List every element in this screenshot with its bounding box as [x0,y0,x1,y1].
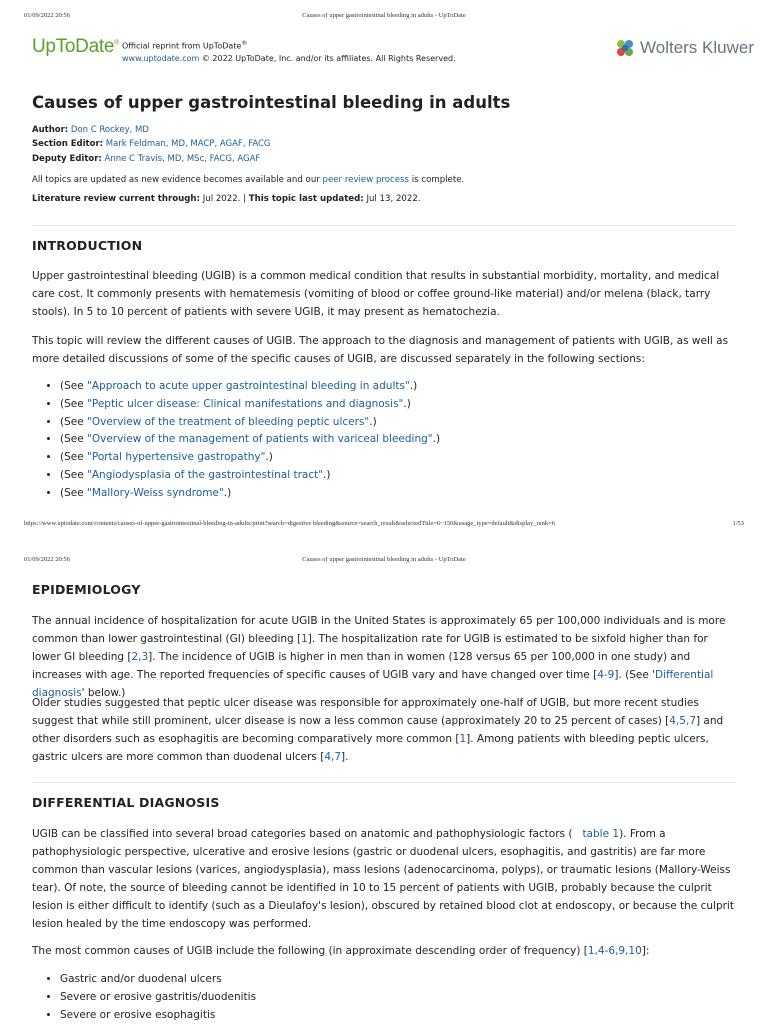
text: ]. The hospitalization rate for UGIB is estimated to be sixfold higher than for lower GI bleeding [ [32,633,708,663]
site-link[interactable]: www.uptodate.com [122,53,200,63]
print-header-page-2 [24,556,744,568]
wolters-kluwer-icon [614,37,636,59]
see-prefix: (See [60,380,88,392]
see-link-treatment-ulcers[interactable]: "Overview of the treatment of bleeding peptic ulcers" [87,415,370,428]
text: ]. (See ' [614,669,656,681]
see-suffix: .) [369,415,377,428]
reprint-notice [122,38,456,65]
reprint-label: Official reprint from UpToDate [122,41,242,51]
author-label: Author: [32,125,69,135]
wolters-kluwer-logo[interactable] [614,37,754,59]
list-item [60,414,738,432]
deputy-editor-label: Deputy Editor: [32,154,102,164]
lit-review-label: Literature review current through: [32,194,200,204]
see-also-list [32,378,738,503]
reference-link[interactable]: 1 [459,733,467,745]
differential-paragraph-1 [32,825,738,933]
article-title: Causes of upper gastrointestinal bleeding in adults [32,93,511,112]
common-causes-list [32,971,738,1024]
update-note-pre: All topics are updated as new evidence becomes available and our [32,175,323,185]
differential-diagnosis-link[interactable]: Differential diagnosis [32,669,714,699]
introduction-paragraph-2: This topic will review the different causes of UGIB. The approach to the diagnosis and management of patients with UGIB, as well as more detailed discussions of some of the specific causes of UGIB, are discussed separately in the following sections: [32,335,729,365]
see-prefix: (See [60,433,88,446]
print-url: https://www.uptodate.com/contents/causes-of-upper-gastrointestinal-bleeding-in-adults/print?search=digestive bleeding&source=search_result&selectedTitle=6~150&usage_type=default&display_rank=6 [24,520,555,527]
text: ]. The incidence of UGIB is higher in men than in women (128 versus 65 per 100,000 in one study) and increases with age. The reported frequencies of specific causes of UGIB vary and have changed over time [ [32,651,691,681]
see-prefix: (See [60,397,88,410]
divider [32,782,736,783]
see-link-peptic-ulcer[interactable]: "Peptic ulcer disease: Clinical manifestations and diagnosis" [87,397,404,410]
reprint-registered: ® [241,40,248,47]
last-updated-label: This topic last updated: [248,194,364,204]
reference-link[interactable]: 4,7 [324,751,342,763]
reference-link[interactable]: 1,4-6,9,10 [587,945,642,957]
list-item [60,431,738,449]
differential-paragraph-2 [32,942,738,960]
print-footer [24,520,744,527]
print-header [24,12,744,24]
list-item [60,485,738,503]
reference-link[interactable]: 2,3 [131,651,149,663]
see-suffix: .) [409,380,418,392]
reference-link[interactable]: 1 [301,633,308,645]
see-link-approach[interactable]: "Approach to acute upper gastrointestinal bleeding in adults" [87,380,410,392]
review-dates [32,194,421,204]
print-datetime: 01/09/2022 20:56 [24,12,71,19]
section-editor-link[interactable]: Mark Feldman, MD, MACP, AGAF, FACG [105,139,271,149]
reference-link[interactable]: 4-9 [597,669,615,681]
print-title: Causes of upper gastrointestinal bleeding in adults - UpToDate [302,12,466,19]
list-item [60,449,738,467]
see-link-portal-gastropathy[interactable]: "Portal hypertensive gastropathy" [87,451,266,464]
last-updated-value: Jul 13, 2022. [363,194,421,204]
see-link-mallory-weiss[interactable]: "Mallory-Weiss syndrome" [87,486,224,499]
text: ]. [341,751,349,763]
see-prefix: (See [60,415,88,428]
see-link-variceal[interactable]: "Overview of the management of patients with variceal bleeding" [87,433,433,446]
text: ]: [641,945,650,957]
see-prefix: (See [60,486,88,499]
text: ' below.) [81,687,126,699]
deputy-editor-line [32,154,260,164]
see-link-angiodysplasia[interactable]: "Angiodysplasia of the gastrointestinal tract" [87,468,324,481]
divider [32,225,736,226]
reference-link[interactable]: 4,5,7 [669,715,696,727]
text: The annual incidence of hospitalization for acute UGIB in the United States is approximately 65 per 100,000 individuals and is more common than lower gastrointestinal (GI) bleeding [ [32,615,726,645]
section-editor-label: Section Editor: [32,139,104,149]
print-title: Causes of upper gastrointestinal bleeding in adults - UpToDate [302,556,466,563]
update-note [32,175,464,185]
print-datetime: 01/09/2022 20:56 [24,556,71,563]
deputy-editor-link[interactable]: Anne C Travis, MD, MSc, FACG, AGAF [104,154,261,164]
text: UGIB can be classified into several broad categories based on anatomic and pathophysiologic factors ( [32,828,573,840]
lit-review-value: Jul 2022. | [199,194,249,204]
publisher-name: Wolters Kluwer [640,38,754,57]
text: ). From a pathophysiologic perspective, ulcerative and erosive lesions (gastric or duodenal ulcers, esophagitis, and gastritis) are far more common than vascular lesions (varices, angiodysplasia), mass lesions (adenocarcinoma, polyps), or traumatic lesions (Mallory-Weiss tear). Of note, the source of bleeding cannot be identified in 10 to 15 percent of patients with UGIB, probably because the culprit lesion is either difficult to identify (such as a Dieulafoy's lesion), obscured by retained blood clot at endoscopy, or because the culprit lesion healed by the time endoscopy was performed. [32,828,734,930]
epidemiology-heading: EPIDEMIOLOGY [32,582,141,597]
text: The most common causes of UGIB include the following (in approximate descending order of frequency) [ [32,945,588,957]
see-suffix: .) [223,486,232,499]
text: ]. Among patients with bleeding peptic ulcers, gastric ulcers are more common than duodenal ulcers [ [32,733,709,763]
differential-diagnosis-heading: DIFFERENTIAL DIAGNOSIS [32,795,220,810]
update-note-post: is complete. [409,175,465,185]
see-suffix: .) [403,397,411,410]
text: Older studies suggested that peptic ulcer disease was responsible for approximately one-half of UGIB, but more recent studies suggest that while still prominent, ulcer disease is now a less common cause (approximately 20 to 25 percent of cases) [ [32,697,699,727]
see-suffix: .) [432,433,441,446]
list-item [60,467,738,485]
author-link[interactable]: Don C Rockey, MD [70,125,149,135]
copyright-text: © 2022 UpToDate, Inc. and/or its affiliates. All Rights Reserved. [199,53,456,63]
see-prefix: (See [60,451,88,464]
table-1-link[interactable]: table 1 [582,828,620,840]
logo-text: UpToDate [32,36,115,57]
epidemiology-paragraph-2 [32,694,738,766]
section-editor-line [32,139,271,149]
see-suffix: .) [265,451,273,464]
logo-registered: ® [114,39,119,47]
list-item: • Severe or erosive esophagitis [60,1007,738,1024]
list-item: • Severe or erosive gastritis/duodenitis [60,989,738,1007]
list-item [60,378,738,396]
peer-review-link[interactable]: peer review process [322,175,410,185]
introduction-heading: INTRODUCTION [32,238,143,253]
see-suffix: .) [323,468,331,481]
uptodate-logo[interactable] [32,36,119,58]
introduction-paragraph-1: Upper gastrointestinal bleeding (UGIB) is a common medical condition that results in substantial morbidity, mortality, and medical care cost. It commonly presents with hematemesis (vomiting of blood or coffee ground-like material) and/or melena (black, tarry stools). In 5 to 10 percent of patients with severe UGIB, it may present as hematochezia. [32,270,720,318]
page-number: 1/53 [732,520,744,527]
list-item [60,396,738,414]
text: ] and other disorders such as esophagitis are becoming comparatively more common [ [32,715,724,745]
list-item: • Gastric and/or duodenal ulcers [60,971,738,989]
epidemiology-paragraph-1 [32,612,738,702]
see-prefix: (See [60,468,88,481]
author-line [32,125,149,135]
